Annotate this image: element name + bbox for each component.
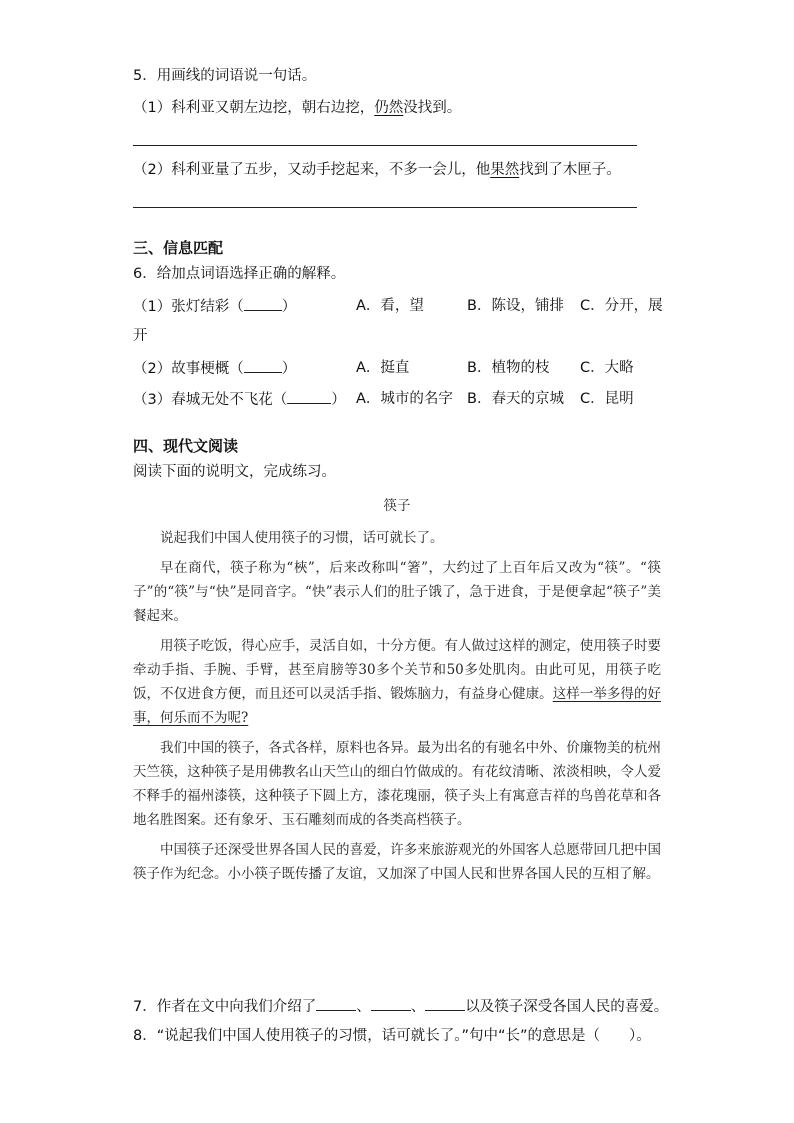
paragraph-4: 我们中国的筷子，各式各样，原料也各异。最为出名的有驰名中外、价廉物美的杭州天竺筷，这种筷子是用佛教名山天竺山的细白竹做成的。有花纹清晰、浓淡相映，令人爱不释手的福州漆筷，这种筷子下圆上方，漆花瑰丽，筷子头上有寓意吉祥的鸟兽花草和各地名胜图案。还有象牙、玉石雕刻而成的各类高档筷子。: [133, 740, 661, 828]
option-a: A．挺直: [356, 360, 410, 376]
answer-blank-1[interactable]: [316, 996, 356, 1011]
q6-row-2-label: （2）故事梗概（ ）: [133, 358, 296, 379]
q6-row-1-label: （1）张灯结彩（ ）: [133, 296, 296, 317]
section-3-title: 三、信息匹配: [133, 239, 224, 257]
q5-item-2: （2）科利亚量了五步，又动手挖起来，不多一会儿，他果然找到了木匣子。: [133, 162, 621, 178]
q5-stem: 5．用画线的词语说一句话。: [133, 68, 317, 84]
paragraph-3: 用筷子吃饭，得心应手，灵活自如，十分方便。有人做过这样的测定，使用筷子时要牵动手指、手腕、手臂，甚至肩膀等30多个关节和50多处肌肉。由此可见，用筷子吃饭，不仅进食方便，而且还可以灵活手指、锻炼脑力，有益身心健康。这样一举多得的好事，何乐而不为呢?: [133, 638, 662, 726]
underlined-word-2: 果然: [490, 162, 520, 178]
option-c: C．昆明: [580, 391, 634, 407]
section-4-title: 四、现代文阅读: [133, 437, 239, 455]
answer-blank[interactable]: [244, 296, 282, 311]
q8-stem: 8．“说起我们中国人使用筷子的习惯，话可就长了。”句中“长”的意思是（ ）。: [133, 1028, 651, 1044]
answer-blank[interactable]: [287, 389, 331, 404]
answer-blank[interactable]: [244, 358, 282, 373]
answer-blank-3[interactable]: [425, 996, 465, 1011]
underlined-sentence: 这样一举多得的好事，何乐而不为呢?: [133, 686, 662, 726]
option-b: B．植物的枝: [467, 360, 550, 376]
reading-intro: 阅读下面的说明文，完成练习。: [133, 464, 336, 480]
answer-line-2[interactable]: [133, 207, 637, 208]
option-c: C．分开，展: [580, 298, 663, 314]
reading-passage: [133, 494, 661, 886]
q5-item-1: （1）科利亚又朝左边挖，朝右边挖，仍然没找到。: [133, 100, 462, 116]
q6-row-3-label: （3）春城无处不飞花（ ）: [133, 389, 346, 410]
option-b: B．陈设，铺排: [467, 298, 564, 314]
option-c: C．大略: [580, 360, 634, 376]
q7-stem: 7．作者在文中向我们介绍了 、 、 以及筷子深受各国人民的喜爱。: [133, 996, 668, 1017]
answer-line-1[interactable]: [133, 145, 637, 146]
underlined-word-1: 仍然: [374, 100, 404, 116]
option-b: B．春天的京城: [467, 391, 564, 407]
passage-title: 筷子: [383, 498, 411, 514]
answer-blank-2[interactable]: [371, 996, 411, 1011]
q6-stem: 6．给加点词语选择正确的解释。: [133, 266, 346, 282]
paragraph-5: 中国筷子还深受世界各国人民的喜爱，许多来旅游观光的外国客人总愿带回几把中国筷子作为纪念。小小筷子既传播了友谊，又加深了中国人民和世界各国人民的互相了解。: [133, 842, 661, 882]
option-c-wrap: 开: [133, 328, 148, 344]
paragraph-2: 早在商代，筷子称为“梜”，后来改称叫“箸”，大约过了上百年后又改为“筷”。“筷子”的“筷”与“快”是同音字。“快”表示人们的肚子饿了，急于进食，于是便拿起“筷子”美餐起来。: [133, 560, 661, 624]
paragraph-1: 说起我们中国人使用筷子的习惯，话可就长了。: [160, 530, 444, 546]
option-a: A．城市的名字: [356, 391, 453, 407]
option-a: A．看，望: [356, 298, 424, 314]
